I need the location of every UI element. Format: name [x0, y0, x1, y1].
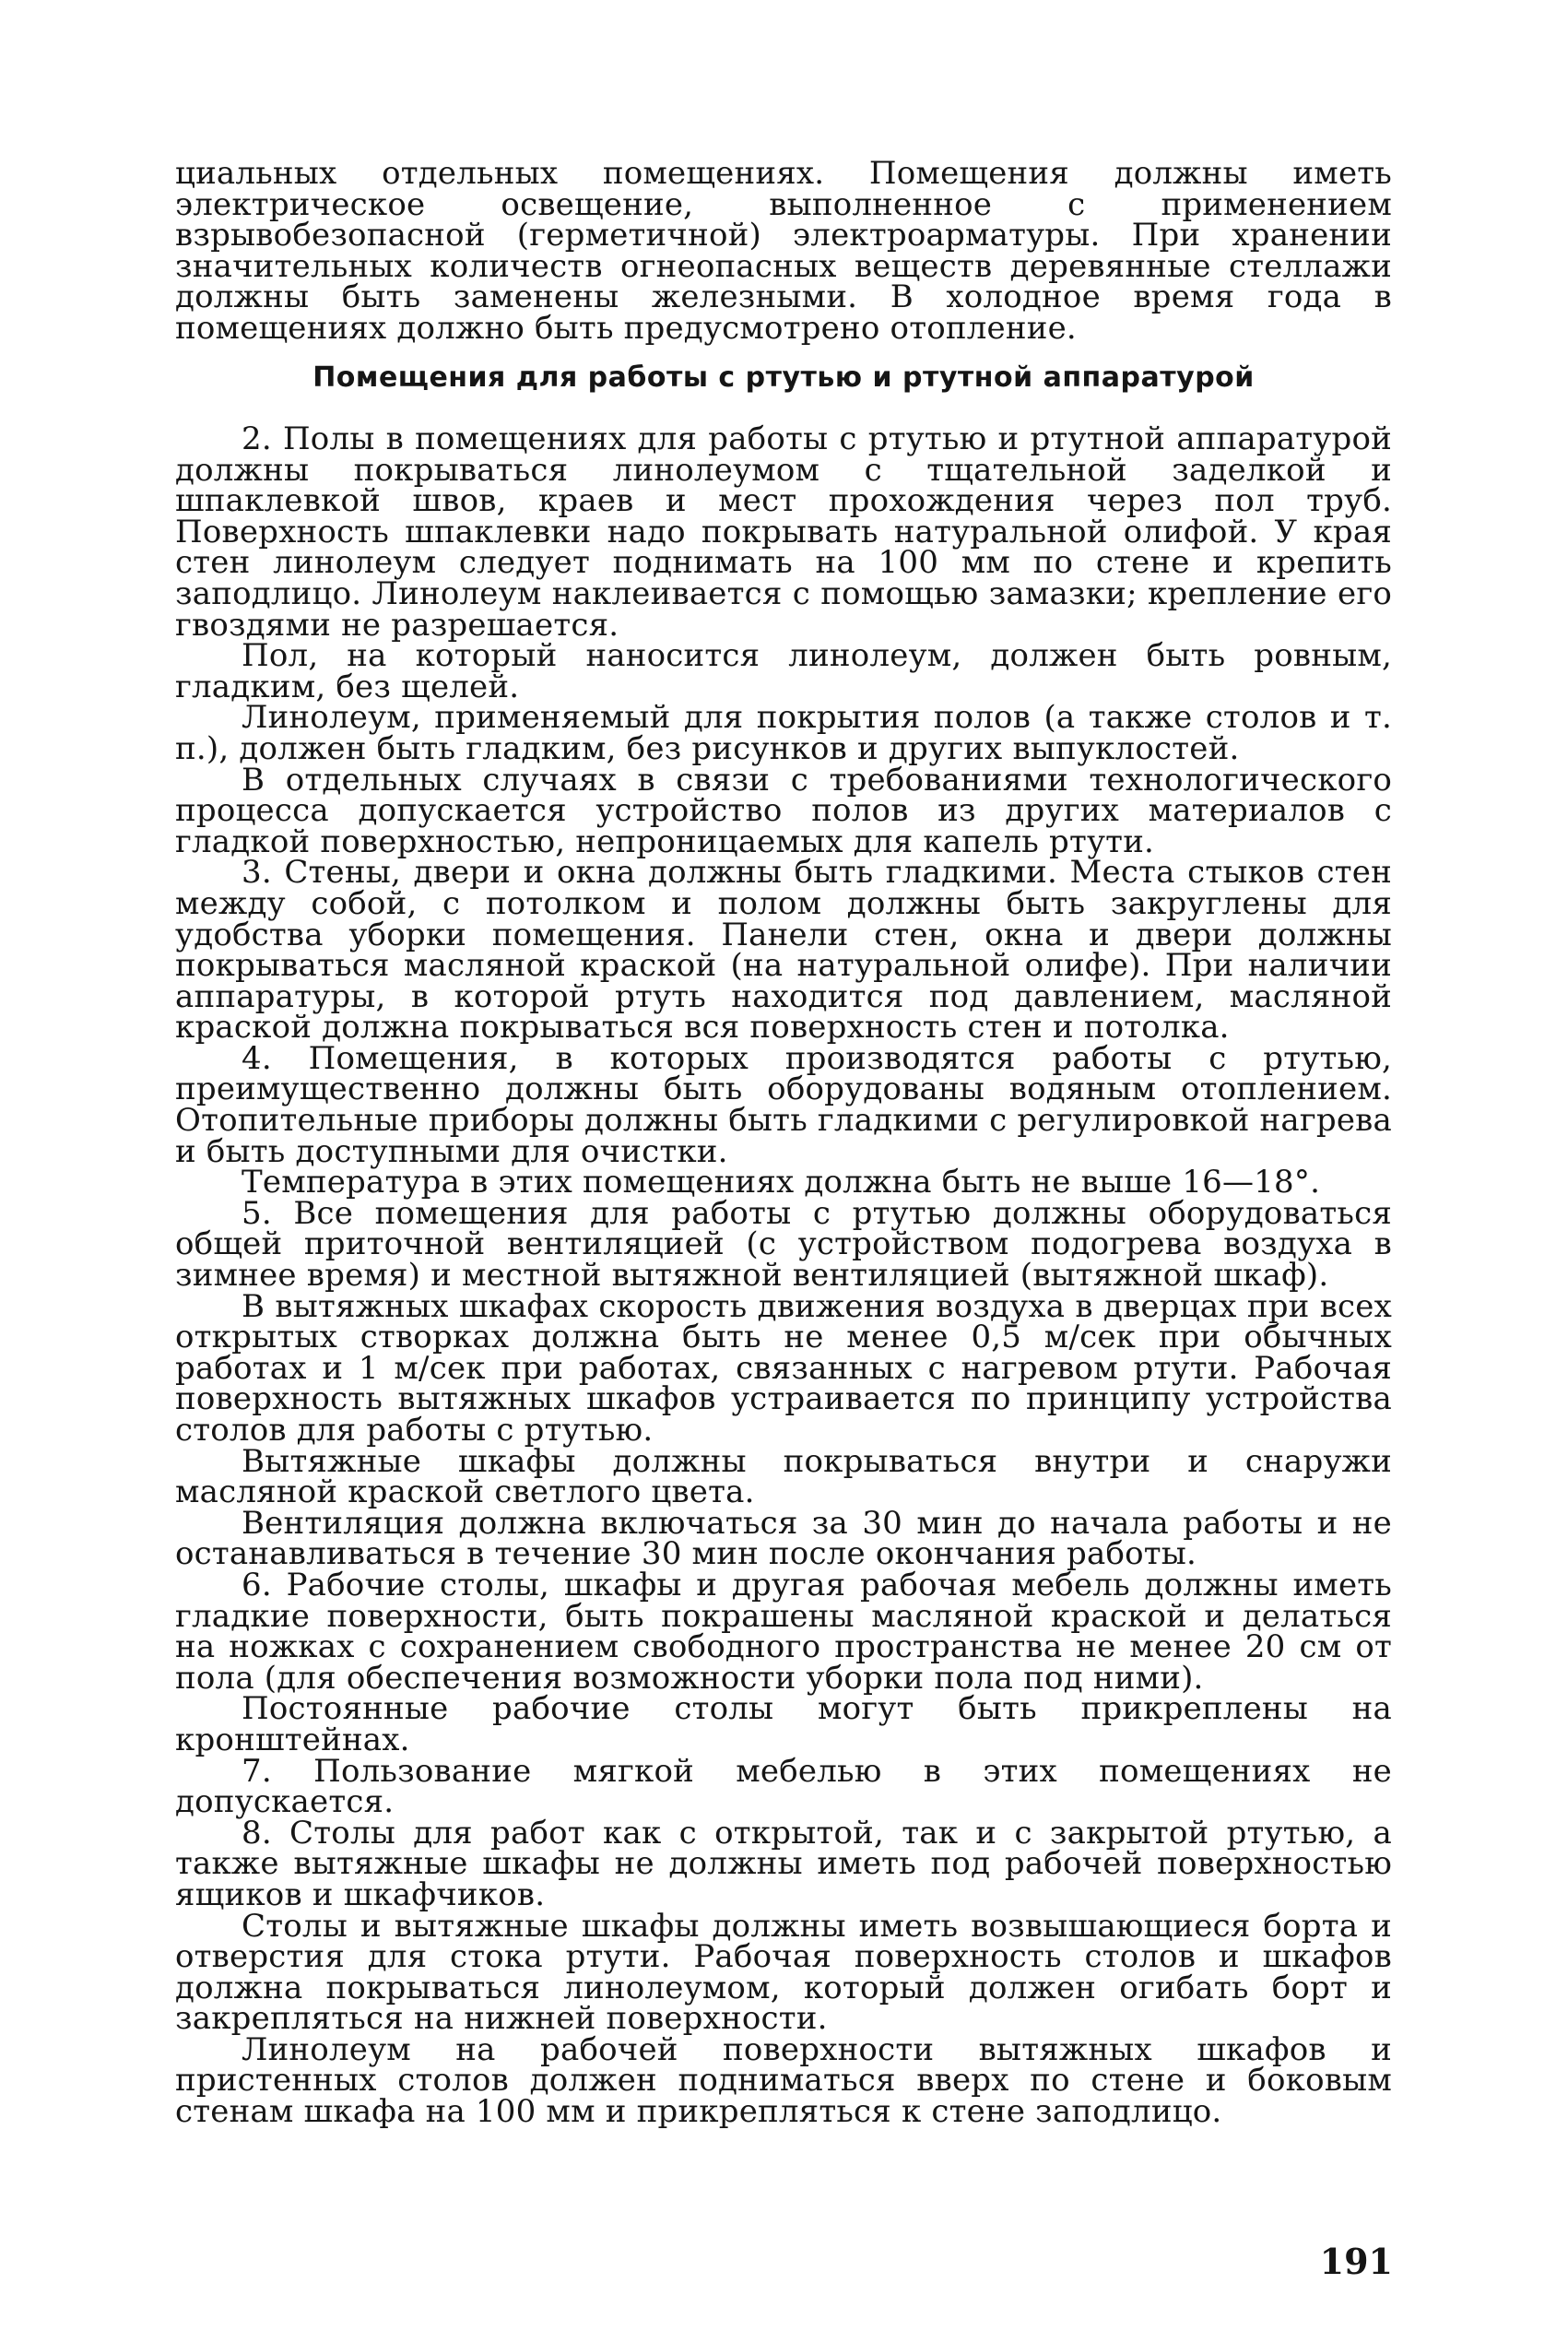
paragraph-cabinet-paint: Вытяжные шкафы должны покрываться внутри и снаружи масляной краской светлого цвета. — [175, 1442, 1392, 1511]
intro-text — [175, 155, 1392, 347]
paragraph-air-speed: В вытяжных шкафах скорость движения воздуха в дверцах при всех открытых створках должна быть не менее 0,5 м/сек при обычных работах и 1 м/сек при работах, связанных с нагревом ртути. Рабочая поверхность вытяжных шкафов устраивается по принципу устройства столов для работы с ртутью. — [175, 1287, 1392, 1449]
paragraph-item-8-tables: 8. Столы для работ как с открытой, так и с закрытой ртутью, а также вытяжные шкафы не должны иметь под рабочей поверхностью ящиков и шкафчиков. — [175, 1814, 1392, 1913]
paragraph-table-rims: Столы и вытяжные шкафы должны иметь возвышающиеся борта и отверстия для стока ртути. Рабочая поверхность столов и шкафов должна покрываться линолеумом, который должен огибать борт и закрепляться на нижней поверхности. — [175, 1907, 1392, 2038]
paragraph-item-4-heating: 4. Помещения, в которых производятся работы с ртутью, преимущественно должны быть оборудованы водяным отоплением. Отопительные приборы должны быть гладкими с регулировкой нагрева и быть доступными для очистки. — [175, 1039, 1392, 1170]
paragraph-linoleum-cabinets: Линолеум на рабочей поверхности вытяжных шкафов и пристенных столов должен подниматься вверх по стене и боковым стенам шкафа на 100 мм и прикрепляться к стене заподлицо. — [175, 2030, 1392, 2131]
paragraph-temperature: Температура в этих помещениях должна быть не выше 16—18°. — [242, 1164, 1321, 1201]
paragraph-item-5-ventilation: 5. Все помещения для работы с ртутью должны оборудоваться общей приточной вентиляцией (с устройством подогрева воздуха в зимнее время) и местной вытяжной вентиляцией (вытяжной шкаф). — [175, 1194, 1392, 1295]
paragraph-item-6-furniture: 6. Рабочие столы, шкафы и другая рабочая мебель должны иметь гладкие поверхности, быть покрашены масляной краской и делаться на ножках с сохранением свободного пространства не менее 20 см от пола (для обеспечения возможности уборки пола под ними). — [175, 1566, 1392, 1697]
paragraph-ventilation-timing: Вентиляция должна включаться за 30 мин до начала работы и не останавливаться в течение 30 мин после окончания работы. — [175, 1504, 1392, 1573]
paragraph-linoleum-smooth: Линолеум, применяемый для покрытия полов (а также столов и т. п.), должен быть гладким, без рисунков и других выпуклостей. — [175, 699, 1392, 767]
paragraph-brackets: Постоянные рабочие столы могут быть прикреплены на кронштейнах. — [175, 1690, 1392, 1758]
paragraph-other-materials: В отдельных случаях в связи с требованиями технологического процесса допускается устройство полов из других материалов с гладкой поверхностью, непроницаемых для капель ртути. — [175, 761, 1392, 860]
body-text — [175, 420, 1392, 2131]
paragraph-floor-smooth: Пол, на который наносится линолеум, должен быть ровным, гладким, без щелей. — [175, 637, 1392, 705]
section-heading: Помещения для работы с ртутью и ртутной аппаратурой — [312, 361, 1255, 394]
page-number: 191 — [1319, 2241, 1393, 2282]
paragraph-item-2-floors: 2. Полы в помещениях для работы с ртутью и ртутной аппаратурой должны покрываться линолеумом с тщательной заделкой и шпаклевкой швов, краев и мест прохождения через пол труб. Поверхность шпаклевки надо покрывать натуральной олифой. У края стен линолеум следует поднимать на 100 мм по стене и крепить заподлицо. Линолеум наклеивается с помощью замазки; крепление его гвоздями не разрешается. — [175, 420, 1392, 644]
intro-paragraph: циальных отдельных помещениях. Помещения должны иметь электрическое освещение, выполненное с применением взрывобезопасной (герметичной) электроарматуры. При хранении значительных количеств огнеопасных веществ деревянные стеллажи должны быть заменены железными. В холодное время года в помещениях должно быть предусмотрено отопление. — [175, 155, 1392, 347]
paragraph-item-3-walls: 3. Стены, двери и окна должны быть гладкими. Места стыков стен между собой, с потолком и полом должны быть закруглены для удобства уборки помещения. Панели стен, окна и двери должны покрываться масляной краской (на натуральной олифе). При наличии аппаратуры, в которой ртуть находится под давлением, масляной краской должна покрываться вся поверхность стен и потолка. — [175, 854, 1392, 1047]
paragraph-item-7-soft-furniture: 7. Пользование мягкой мебелью в этих помещениях не допускается. — [175, 1752, 1392, 1821]
